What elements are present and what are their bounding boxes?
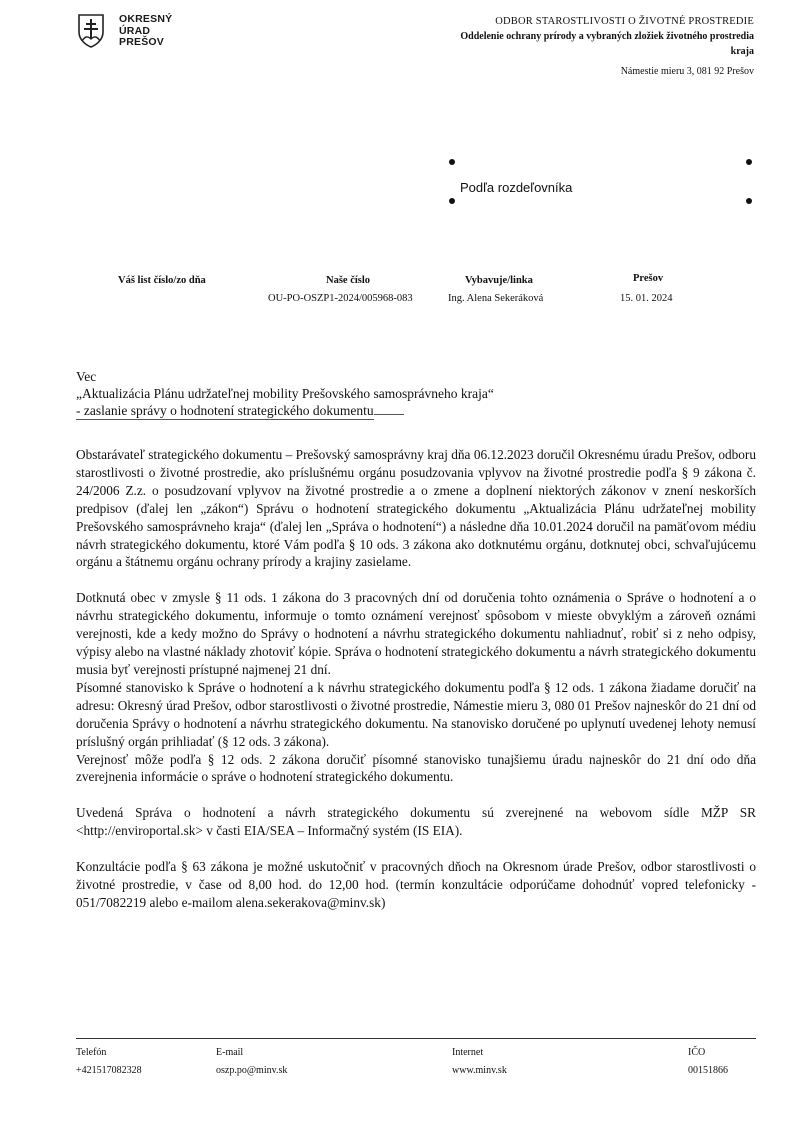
section-name: Oddelenie ochrany prírody a vybraných zložiek životného prostredia [460, 31, 754, 42]
footer-phone-value: +421517082328 [76, 1065, 142, 1076]
footer-ico-label: IČO [688, 1047, 706, 1058]
footer-phone-label: Telefón [76, 1047, 107, 1058]
paragraph-6: Konzultácie podľa § 63 zákona je možné uskutočniť v pracovných dňoch na Okresnom úrade Prešov, odbor starostlivosti o životné prostredie, v čase od 8,00 hod. do 12,00 hod. (termín konzultácie odporúčame dohodnúť vopred telefonicky - 051/7082219 alebo e-mailom alena.sekerakova@minv.sk) [76, 859, 756, 910]
department-header [394, 14, 754, 79]
handler-label: Vybavuje/linka [465, 275, 533, 286]
subject-title: „Aktualizácia Plánu udržateľnej mobility Prešovského samosprávneho kraja“ [76, 386, 494, 401]
logo-line-2: ÚRAD [119, 24, 151, 37]
subject-block [76, 368, 494, 419]
letter-body [76, 446, 756, 912]
paragraph-4: Verejnosť môže podľa § 12 ods. 2 zákona doručiť písomné stanovisko tunajšiemu úradu najneskôr do 21 dní odo dňa zverejnenia informácie o správe o hodnotení strategického dokumentu. [76, 751, 756, 785]
address-mark-top-left [449, 159, 455, 165]
paragraph-2: Dotknutá obec v zmysle § 11 ods. 1 zákona do 3 pracovných dní od doručenia tohto oznámenia o Správe o hodnotení a o návrhu strategického dokumentu, informuje o tomto oznámení verejnosť spôsobom v mieste obvyklým a zároveň oznámi verejnosti, kde a kedy možno do Správy o hodnotení a návrhu strategického dokumentu nahliadnuť, robiť si z neho odpisy, výpisy alebo na vlastné náklady zhotoviť kópie. Správa o hodnotení strategického dokumentu a návrh strategického dokumentu musia byť verejnosti prístupné najmenej 21 dní. [76, 590, 756, 677]
handler-value: Ing. Alena Sekeráková [448, 293, 544, 304]
logo-line-1: OKRESNÝ [119, 13, 173, 25]
recipient: Podľa rozdeľovníka [460, 180, 573, 195]
paragraph-5: Uvedená Správa o hodnotení a návrh strategického dokumentu sú zverejnené na webovom sídle MŽP SR <http://enviroportal.sk> v časti EIA/SEA – Informačný systém (IS EIA). [76, 805, 756, 839]
department-address: Námestie mieru 3, 081 92 Prešov [620, 66, 754, 77]
date-value: 15. 01. 2024 [620, 293, 673, 304]
subject-label: Vec [76, 369, 97, 384]
your-ref-label: Váš list číslo/zo dňa [118, 275, 206, 286]
place-label: Prešov [633, 273, 664, 284]
footer-email-label: E-mail [216, 1047, 244, 1058]
our-ref-label: Naše číslo [326, 275, 371, 286]
department-name: ODBOR STAROSTLIVOSTI O ŽIVOTNÉ PROSTREDIE [495, 16, 754, 27]
footer-ico-value: 00151866 [688, 1065, 728, 1076]
coat-of-arms-logo [78, 14, 104, 48]
address-mark-top-right [746, 159, 752, 165]
office-name-logo-text [119, 14, 172, 49]
address-mark-bottom-left [449, 198, 455, 204]
address-mark-bottom-right [746, 198, 752, 204]
our-ref-value: OU-PO-OSZP1-2024/005968-083 [268, 293, 413, 304]
footer-web-label: Internet [452, 1047, 484, 1058]
section-name-cont: kraja [730, 46, 754, 57]
paragraph-3: Písomné stanovisko k Správe o hodnotení a k návrhu strategického dokumentu podľa § 12 ods. 1 zákona žiadame doručiť na adresu: Okresný úrad Prešov, odbor starostlivosti o životné prostredie, Námestie mieru 3, 080 01 Prešov najneskôr do 21 dní od doručenia Správy o hodnotení a návrhu strategického dokumentu. Na stanovisko doručené po uplynutí uvedenej lehoty nemusí príslušný orgán prihliadať (§ 12 ods. 3 zákona). [76, 679, 756, 749]
logo-line-3: PREŠOV [119, 36, 164, 48]
subject-subtitle: - zaslanie správy o hodnotení strategického dokumentu [76, 403, 374, 418]
footer-divider [76, 1038, 756, 1039]
footer-web-value: www.minv.sk [452, 1065, 507, 1076]
paragraph-1: Obstarávateľ strategického dokumentu – Prešovský samosprávny kraj dňa 06.12.2023 doručil Okresnému úradu Prešov, odboru starostlivosti o životné prostredie, ako príslušnému orgánu posudzovania vplyvov na životné prostredie podľa § 9 zákona č. 24/2006 Z.z. o posudzovaní vplyvov na životné prostredie a o zmene a doplnení niektorých zákonov v znení neskorších predpisov (ďalej len „zákon“) Správu o hodnotení strategického dokumentu „Aktualizácia Plánu udržateľnej mobility Prešovského samosprávneho kraja“ (ďalej len „Správa o hodnotení“) a následne dňa 10.01.2024 doručil na pamäťovom médiu návrh strategického dokumentu, ktoré Vám podľa § 10 ods. 3 zákona ako dotknutému orgánu, dotknutej obci, schvaľujúcemu orgánu a štátnemu orgánu ochrany prírody a krajiny zasielame. [76, 447, 756, 570]
footer-email-value: oszp.po@minv.sk [216, 1065, 288, 1076]
